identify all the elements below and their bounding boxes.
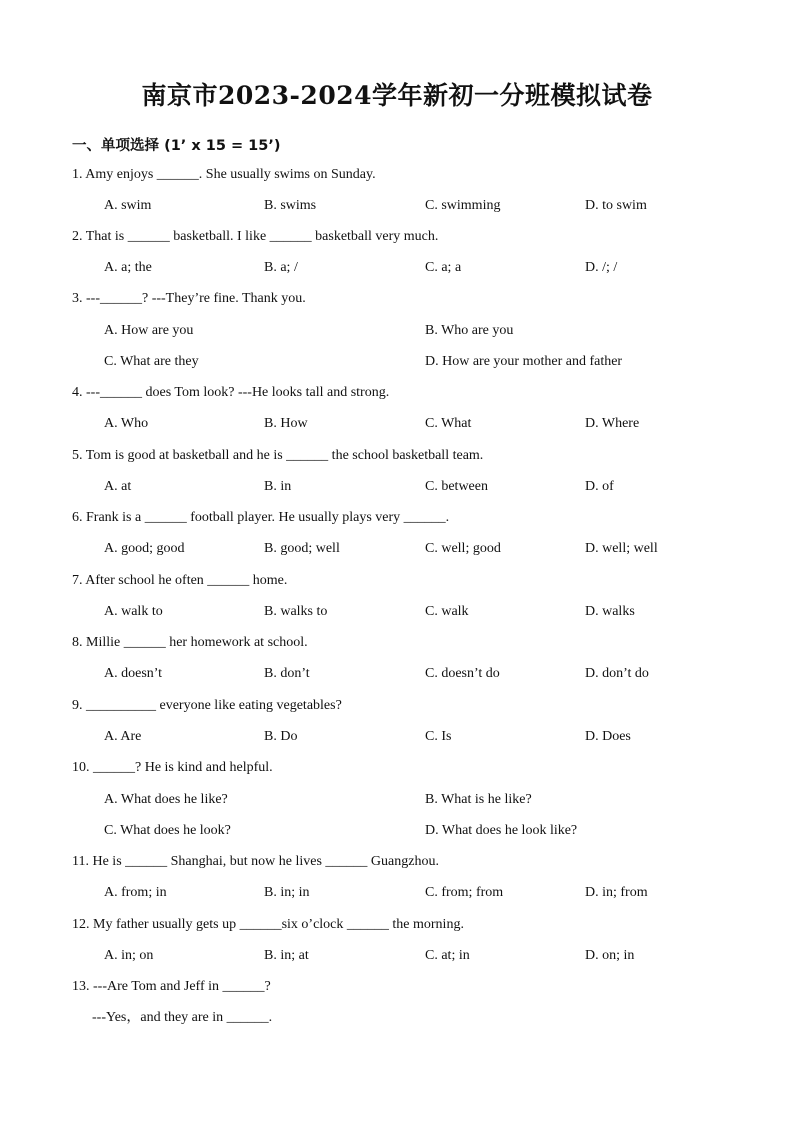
option: A. from; in: [104, 885, 167, 900]
option: B. good; well: [264, 541, 340, 556]
option: A. Who: [104, 416, 149, 431]
option: A. a; the: [104, 260, 152, 275]
question-stem: 10. ______? He is kind and helpful.: [72, 760, 273, 775]
option: D. to swim: [585, 198, 647, 213]
question-stem: 4. ---______ does Tom look? ---He looks tall and strong.: [72, 385, 390, 400]
question-stem: 5. Tom is good at basketball and he is ______ the school basketball team.: [72, 448, 484, 463]
option: A. doesn’t: [104, 666, 163, 681]
option: A. What does he like?: [104, 792, 228, 807]
option: B. in; in: [264, 885, 310, 900]
option: B. swims: [264, 198, 317, 213]
option: C. Is: [425, 729, 452, 744]
option: A. in; on: [104, 948, 154, 963]
option: B. Who are you: [425, 323, 514, 338]
option: D. walks: [585, 604, 635, 619]
question-stem: 7. After school he often ______ home.: [72, 573, 288, 588]
question-stem: 1. Amy enjoys ______. She usually swims on Sunday.: [72, 167, 376, 182]
option: D. /; /: [585, 260, 618, 275]
option: B. in; at: [264, 948, 309, 963]
option: D. don’t do: [585, 666, 649, 681]
section-heading: [72, 134, 280, 155]
option: B. in: [264, 479, 292, 494]
option: C. a; a: [425, 260, 462, 275]
option: A. good; good: [104, 541, 185, 556]
option: C. at; in: [425, 948, 470, 963]
option: B. Do: [264, 729, 298, 744]
option: D. Where: [585, 416, 640, 431]
question-stem: 13. ---Are Tom and Jeff in ______?: [72, 979, 271, 994]
option: C. walk: [425, 604, 469, 619]
question-stem: 12. My father usually gets up ______six o’clock ______ the morning.: [72, 917, 464, 932]
question-stem: 8. Millie ______ her homework at school.: [72, 635, 308, 650]
option: A. at: [104, 479, 132, 494]
option: C. well; good: [425, 541, 501, 556]
option: A. Are: [104, 729, 142, 744]
option: C. from; from: [425, 885, 504, 900]
option: C. What: [425, 416, 472, 431]
option: B. a; /: [264, 260, 298, 275]
option: D. of: [585, 479, 614, 494]
question-stem: 9. __________ everyone like eating vegetables?: [72, 698, 342, 713]
question-stem: 6. Frank is a ______ football player. He usually plays very ______.: [72, 510, 450, 525]
question-continuation: ---Yes，and they are in ______.: [92, 1010, 273, 1025]
option: A. How are you: [104, 323, 194, 338]
question-stem: 11. He is ______ Shanghai, but now he lives ______ Guangzhou.: [72, 854, 439, 869]
option: D. How are your mother and father: [425, 354, 623, 369]
option: D. What does he look like?: [425, 823, 578, 838]
section-label: 一、单项选择: [72, 138, 159, 154]
option: B. How: [264, 416, 308, 431]
option: D. on; in: [585, 948, 635, 963]
option: D. Does: [585, 729, 631, 744]
option: B. What is he like?: [425, 792, 532, 807]
option: C. swimming: [425, 198, 501, 213]
option: C. between: [425, 479, 488, 494]
section-score: (1’ x 15 = 15’): [164, 138, 281, 154]
option: D. in; from: [585, 885, 648, 900]
option: C. What are they: [104, 354, 199, 369]
option: C. What does he look?: [104, 823, 231, 838]
option: C. doesn’t do: [425, 666, 500, 681]
question-stem: 3. ---______? ---They’re fine. Thank you.: [72, 291, 306, 306]
option: B. walks to: [264, 604, 328, 619]
page-title: 南京市2023-2024学年新初一分班模拟试卷: [141, 81, 653, 110]
option: D. well; well: [585, 541, 658, 556]
option: A. swim: [104, 198, 152, 213]
option: B. don’t: [264, 666, 310, 681]
question-stem: 2. That is ______ basketball. I like ______ basketball very much.: [72, 229, 439, 244]
option: A. walk to: [104, 604, 163, 619]
